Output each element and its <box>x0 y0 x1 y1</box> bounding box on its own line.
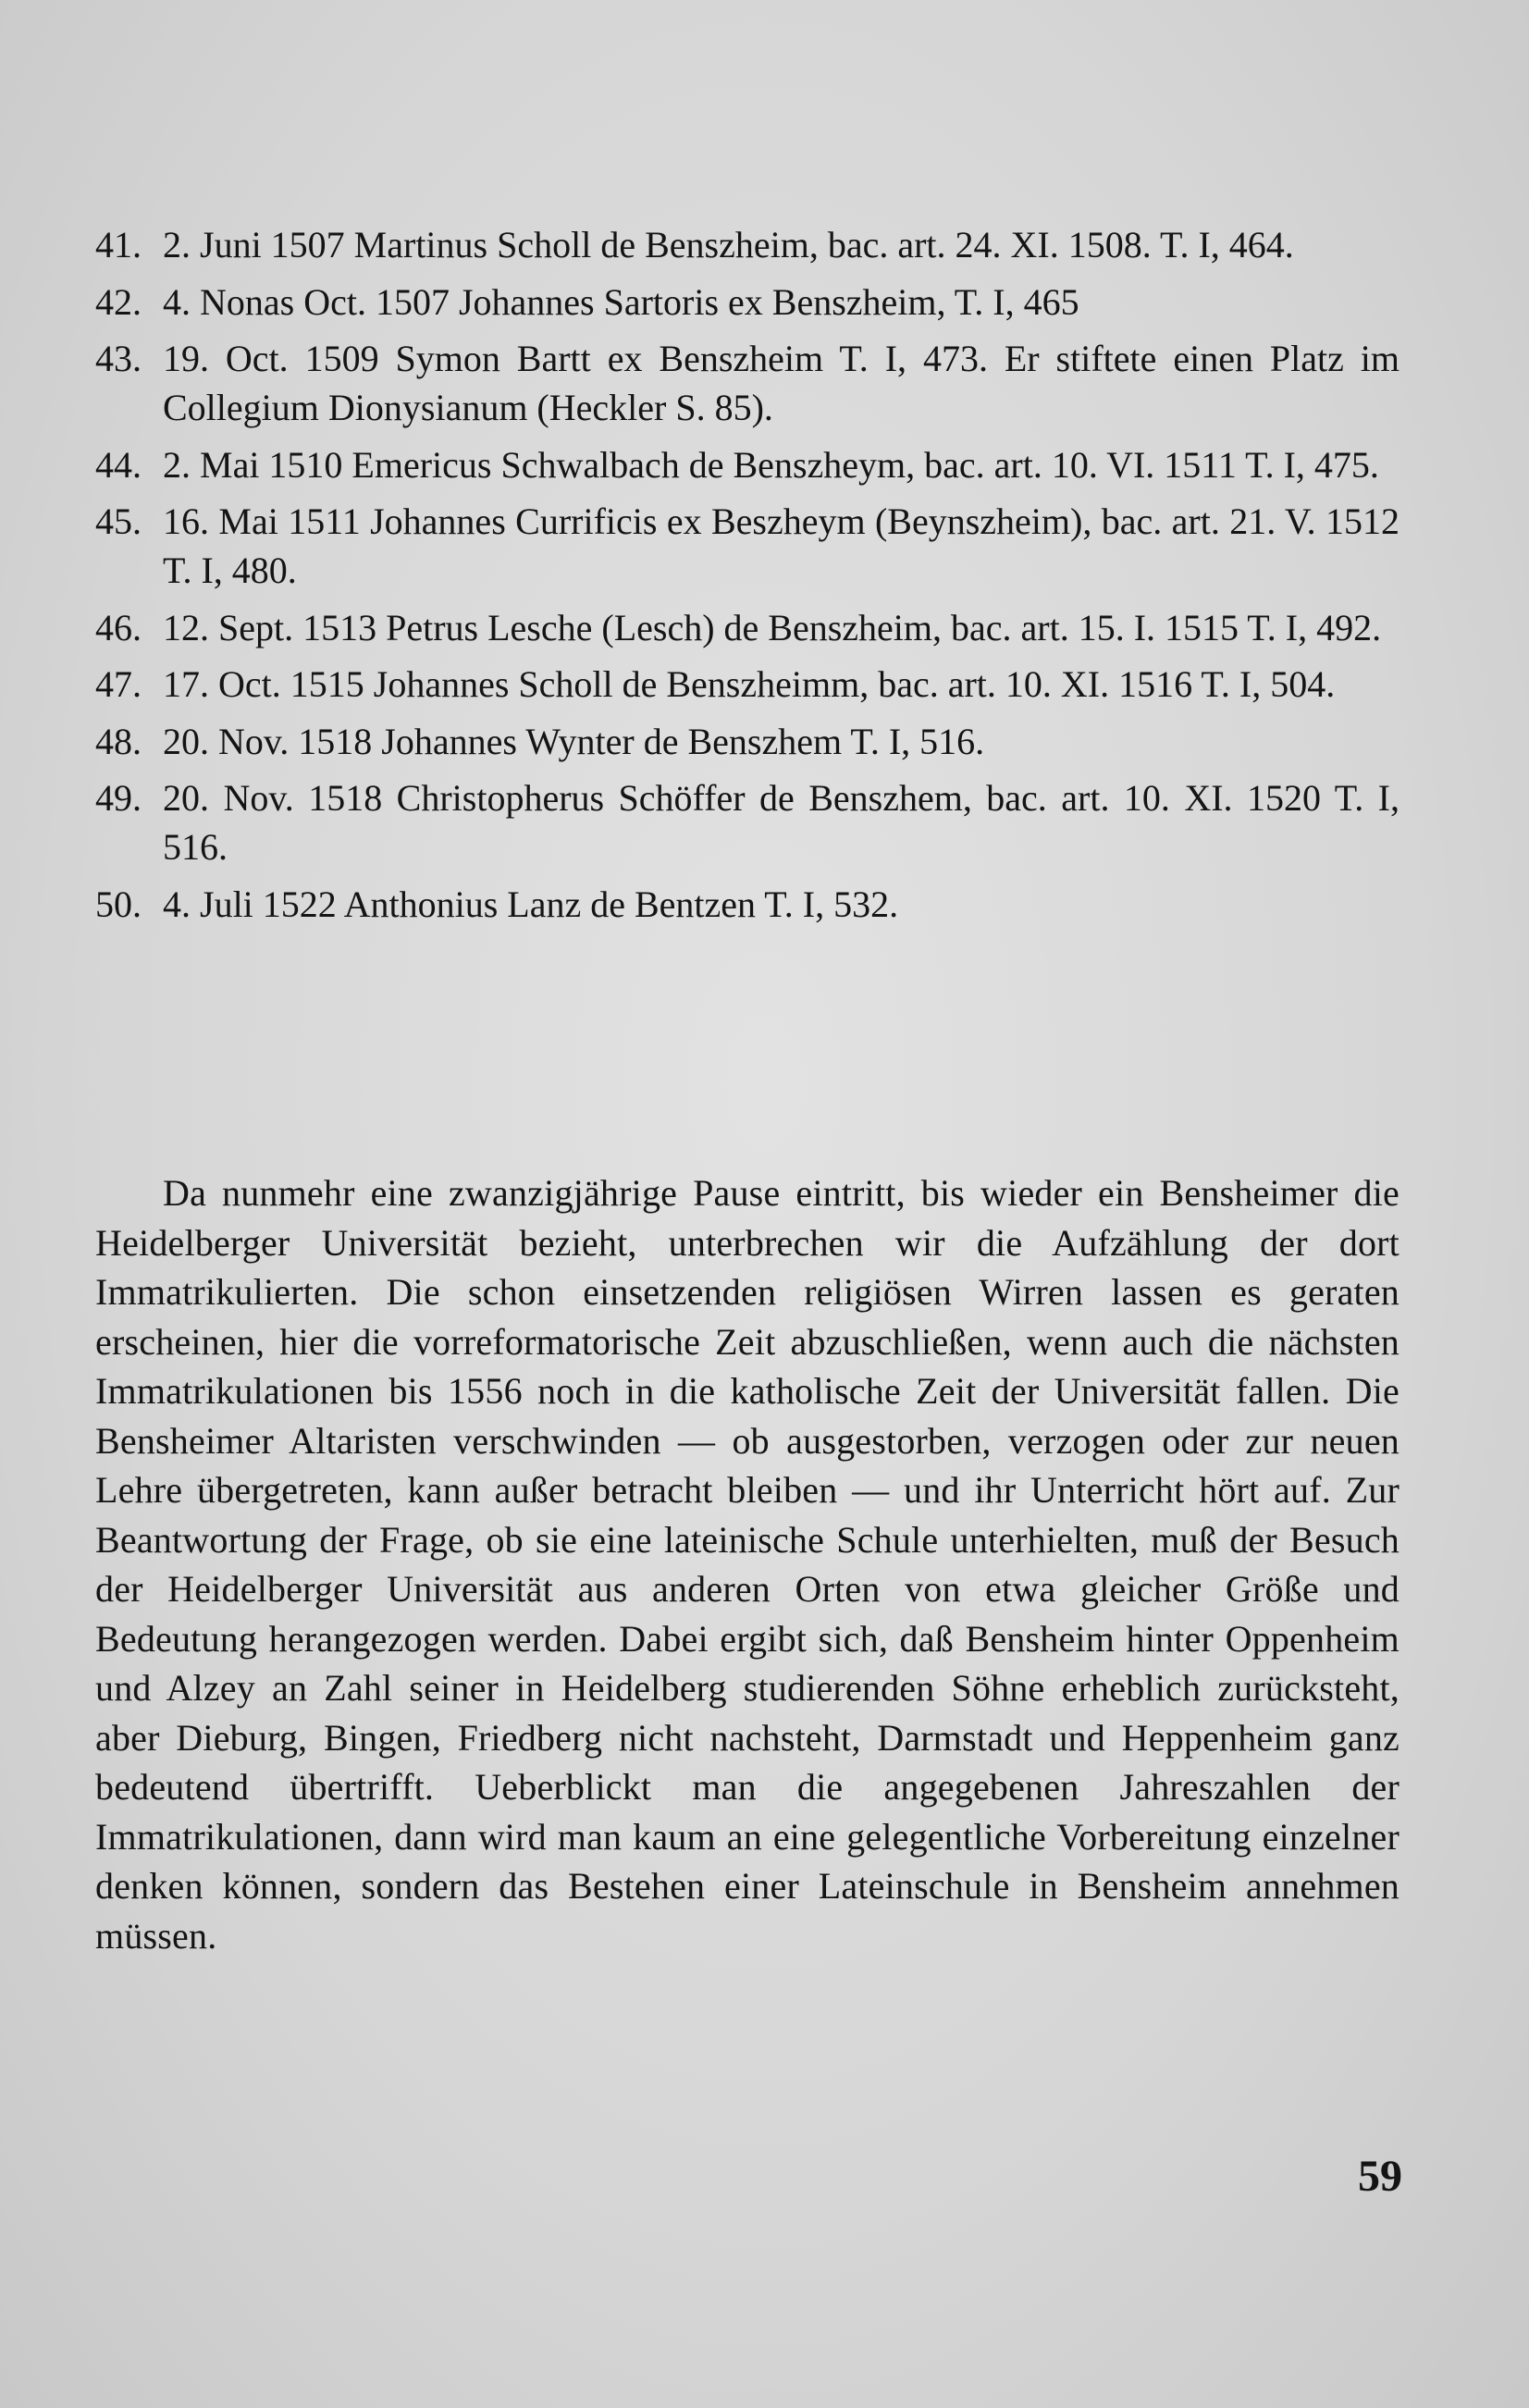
list-item <box>95 717 1400 766</box>
list-item <box>95 278 1400 327</box>
entry-text: 16. Mai 1511 Johannes Currificis ex Beszheym (Beynszheim), bac. art. 21. V. 1512 T. I, 480. <box>163 500 1400 591</box>
entry-text: 2. Mai 1510 Emericus Schwalbach de Benszheym, bac. art. 10. VI. 1511 T. I, 475. <box>163 443 1379 486</box>
body-paragraph: Da nunmehr eine zwanzigjährige Pause eintritt, bis wieder ein Bensheimer die Heidelberger Universität bezieht, unterbrechen wir die Aufzählung der dort Immatrikulierten. Die schon einsetzenden religiösen Wirren lassen es geraten erscheinen, hier die vorreformatorische Zeit abzuschließen, wenn auch die nächsten Immatrikulationen bis 1556 noch in die katholische Zeit der Universität fallen. Die Bensheimer Altaristen verschwinden — ob ausgestorben, verzogen oder zur neuen Lehre übergetreten, kann außer betracht bleiben — und ihr Unterricht hört auf. Zur Beantwortung der Frage, ob sie eine lateinische Schule unterhielten, muß der Besuch der Heidelberger Universität aus anderen Orten von etwa gleicher Größe und Bedeutung herangezogen werden. Dabei ergibt sich, daß Bensheim hinter Oppenheim und Alzey an Zahl seiner in Heidelberg studierenden Söhne erheblich zurücksteht, aber Dieburg, Bingen, Friedberg nicht nachsteht, Darmstadt und Heppenheim ganz bedeutend übertrifft. Ueberblickt man die angegebenen Jahreszahlen der Immatrikulationen, dann wird man kaum an eine gelegentliche Vorbereitung einzelner denken können, sondern das Bestehen einer Lateinschule in Bensheim annehmen müssen. <box>95 1172 1400 1957</box>
entry-text: 4. Juli 1522 Anthonius Lanz de Bentzen T. I, 532. <box>163 883 899 925</box>
entry-number: 47. <box>95 663 142 705</box>
entry-number: 41. <box>95 224 142 265</box>
entry-number: 49. <box>95 777 142 819</box>
entry-number: 50. <box>95 883 142 925</box>
entry-text: 12. Sept. 1513 Petrus Lesche (Lesch) de Benszheim, bac. art. 15. I. 1515 T. I, 492. <box>163 606 1382 648</box>
entry-text: 17. Oct. 1515 Johannes Scholl de Benszheimm, bac. art. 10. XI. 1516 T. I, 504. <box>163 663 1336 705</box>
matriculation-list <box>95 220 1400 936</box>
entry-number: 45. <box>95 500 142 542</box>
list-item <box>95 660 1400 709</box>
list-item <box>95 440 1400 489</box>
list-item <box>95 220 1400 269</box>
entry-number: 48. <box>95 720 142 762</box>
entry-text: 19. Oct. 1509 Symon Bartt ex Benszheim T. I, 473. Er stiftete einen Platz im Collegium Dionysianum (Heckler S. 85). <box>163 338 1400 428</box>
list-item <box>95 603 1400 652</box>
page-number: 59 <box>1358 2152 1402 2201</box>
entry-text: 4. Nonas Oct. 1507 Johannes Sartoris ex Benszheim, T. I, 465 <box>163 280 1079 323</box>
entry-text: 20. Nov. 1518 Johannes Wynter de Benszhem T. I, 516. <box>163 720 985 762</box>
entry-number: 46. <box>95 606 142 648</box>
entry-number: 42. <box>95 280 142 323</box>
entry-number: 44. <box>95 443 142 486</box>
list-item <box>95 880 1400 929</box>
entry-text: 2. Juni 1507 Martinus Scholl de Benszheim, bac. art. 24. XI. 1508. T. I, 464. <box>163 224 1294 265</box>
list-item <box>95 773 1400 871</box>
entry-number: 43. <box>95 338 142 379</box>
list-item <box>95 497 1400 595</box>
entry-text: 20. Nov. 1518 Christopherus Schöffer de Benszhem, bac. art. 10. XI. 1520 T. I, 516. <box>163 777 1400 868</box>
list-item <box>95 334 1400 432</box>
